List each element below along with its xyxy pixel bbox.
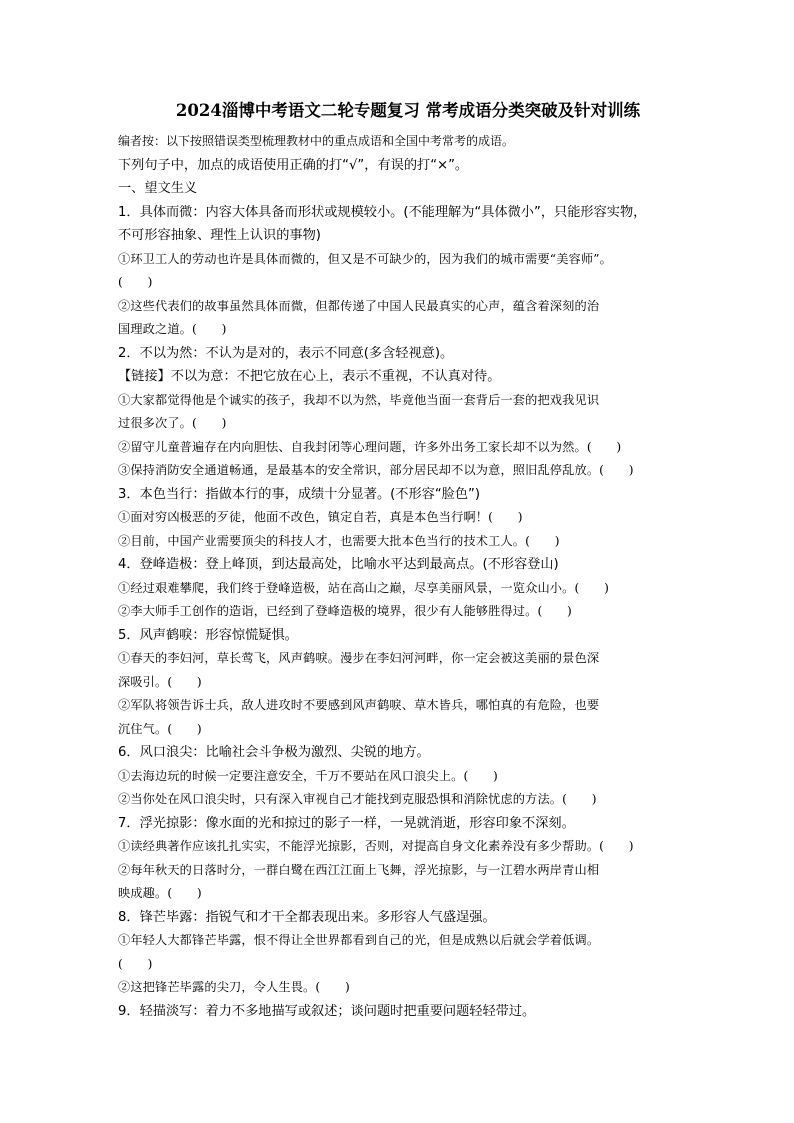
idiom-entry (118, 812, 698, 906)
idiom-entry (118, 483, 698, 554)
example-sentence (118, 929, 698, 953)
example-sentence-continuation (118, 882, 698, 906)
definition-text: 9．轻描淡写：着力不多地描写或叙述；谈问题时把重要问题轻轻带过。 (118, 1003, 536, 1019)
sentence-text: ( ) (118, 956, 153, 971)
example-sentence-continuation (118, 671, 698, 695)
idiom-entry (118, 201, 698, 342)
example-sentence-continuation (118, 412, 698, 436)
idiom-definition (118, 812, 698, 836)
definition-text: 7．浮光掠影：像水面的光和掠过的影子一样，一晃就消逝，形容印象不深刻。 (118, 815, 575, 831)
example-sentence-continuation (118, 953, 698, 977)
example-sentence (118, 835, 698, 859)
example-sentence (118, 788, 698, 812)
sentence-text: ①面对穷凶极恶的歹徒，他面不改色，镇定自若，真是本色当行啊！( ) (118, 510, 523, 524)
sentence-text: ①环卫工人的劳动也许是具体而微的，但又是不可缺少的，因为我们的城市需要“美容师”。 (118, 251, 612, 266)
example-sentence (118, 389, 698, 413)
example-sentence-continuation (118, 718, 698, 742)
example-sentence (118, 295, 698, 319)
sentence-text: ①去海边玩的时候一定要注意安全，千万不要站在风口浪尖上。( ) (118, 768, 498, 783)
sentence-text: ①年轻人大都锋芒毕露，恨不得让全世界都看到自己的光，但是成熟以后就会学着低调。 (118, 933, 600, 947)
document-title: 2024淄博中考语文二轮专题复习 常考成语分类突破及针对训练 (175, 101, 641, 120)
sentence-text: ①大家都觉得他是个诚实的孩子，我却不以为然，毕竟他当面一套背后一套的把戏我见识 (118, 392, 600, 407)
sentence-text: ③保持消防安全通道畅通，是最基本的安全常识，部分居民却不以为意，照旧乱停乱放。( ) (118, 463, 634, 477)
example-sentence-continuation (118, 318, 698, 342)
definition-text: 3．本色当行：指做本行的事，成绩十分显著。(不形容“脸色”) (118, 486, 481, 502)
example-sentence (118, 530, 698, 554)
sentence-text: ②当你处在风口浪尖时，只有深入审视自己才能找到克服恐惧和消除忧虑的方法。( ) (118, 792, 597, 806)
definition-text: 2．不以为然：不认为是对的，表示不同意(多含轻视意)。 (118, 345, 454, 361)
example-sentence (118, 765, 698, 789)
sentence-text: ②军队将领告诉士兵，敌人进攻时不要感到风声鹤唳、草木皆兵，哪怕真的有危险，也要 (118, 698, 600, 712)
sentence-text: 深吸引。( ) (118, 674, 202, 689)
idiom-definition (118, 342, 698, 366)
definition-text: 6．风口浪尖：比喻社会斗争极为激烈、尖锐的地方。 (118, 745, 430, 760)
idiom-definition (118, 906, 698, 930)
idiom-definition (118, 1000, 698, 1024)
example-sentence (118, 248, 698, 272)
sentence-text: ( ) (118, 275, 153, 289)
instruction: 下列句子中，加点的成语使用正确的打“√”，有误的打“×”。 (118, 157, 469, 173)
example-sentence (118, 577, 698, 601)
idiom-definition (118, 624, 698, 648)
definition-text: 4．登峰造极：登上峰顶，到达最高处，比喻水平达到最高点。(不形容登山) (118, 557, 559, 572)
sentence-text: ②每年秋天的日落时分，一群白鹭在西江江面上飞舞，浮光掠影，与一江碧水两岸青山相 (118, 862, 600, 877)
sentence-text: 映成趣。( ) (118, 886, 202, 900)
sentence-text: 国理政之道。( ) (118, 322, 227, 336)
idiom-entry-list (118, 201, 698, 1024)
idiom-definition (118, 741, 698, 765)
sentence-text: 过很多次了。( ) (118, 416, 227, 430)
definition-text: 【链接】不以为意：不把它放在心上，表示不重视，不认真对待。 (118, 369, 501, 384)
definition-text: 不可形容抽象、理性上认识的事物) (118, 228, 321, 243)
idiom-entry (118, 553, 698, 624)
sentence-text: ①春天的李妇河，草长莺飞，风声鹤唳。漫步在李妇河河畔，你一定会被这美丽的景色深 (118, 651, 600, 665)
example-sentence (118, 859, 698, 883)
example-sentence (118, 647, 698, 671)
idiom-entry (118, 741, 698, 812)
sentence-text: ①经过艰难攀爬，我们终于登峰造极，站在高山之巅，尽享美丽风景，一览众山小。( ) (118, 580, 609, 595)
sentence-text: ②这把锋芒毕露的尖刀，令人生畏。( ) (118, 980, 350, 994)
idiom-definition (118, 553, 698, 577)
definition-text: 5．风声鹤唳：形容惊慌疑惧。 (118, 627, 298, 643)
sentence-text: ①读经典著作应该扎扎实实，不能浮光掠影，否则，对提高自身文化素养没有多少帮助。( ) (118, 839, 634, 853)
idiom-entry (118, 1000, 698, 1024)
example-sentence (118, 600, 698, 624)
example-sentence (118, 436, 698, 460)
idiom-definition (118, 201, 698, 225)
section-heading: 一、望文生义 (118, 181, 198, 196)
sentence-text: ②目前，中国产业需要顶尖的科技人才，也需要大批本色当行的技术工人。( ) (118, 533, 560, 548)
example-sentence (118, 506, 698, 530)
sentence-text: ②留守儿童普遍存在内向胆怯、自我封闭等心理问题，许多外出务工家长却不以为然。( ) (118, 439, 622, 454)
idiom-definition (118, 483, 698, 507)
idiom-definition-line (118, 365, 698, 389)
example-sentence (118, 976, 698, 1000)
sentence-text: 沉住气。( ) (118, 721, 202, 736)
idiom-entry (118, 624, 698, 742)
sentence-text: ②李大师手工创作的造诣，已经到了登峰造极的境界，很少有人能够胜得过。( ) (118, 604, 572, 618)
definition-text: 8．锋芒毕露：指锐气和才干全都表现出来。多形容人气盛逞强。 (118, 909, 496, 925)
definition-text: 1．具体而微：内容大体具备而形状或规模较小。(不能理解为“具体微小”，只能形容实物， (118, 204, 647, 220)
example-sentence (118, 694, 698, 718)
editor-note: 编者按：以下按照错误类型梳理教材中的重点成语和全国中考常考的成语。 (118, 134, 515, 148)
example-sentence (118, 459, 698, 483)
idiom-definition-line (118, 224, 698, 248)
idiom-entry (118, 906, 698, 1000)
idiom-entry (118, 342, 698, 483)
sentence-text: ②这些代表们的故事虽然具体而微，但都传递了中国人民最真实的心声，蕴含着深刻的治 (118, 298, 600, 313)
example-sentence-continuation (118, 271, 698, 295)
document-page (118, 100, 698, 1023)
